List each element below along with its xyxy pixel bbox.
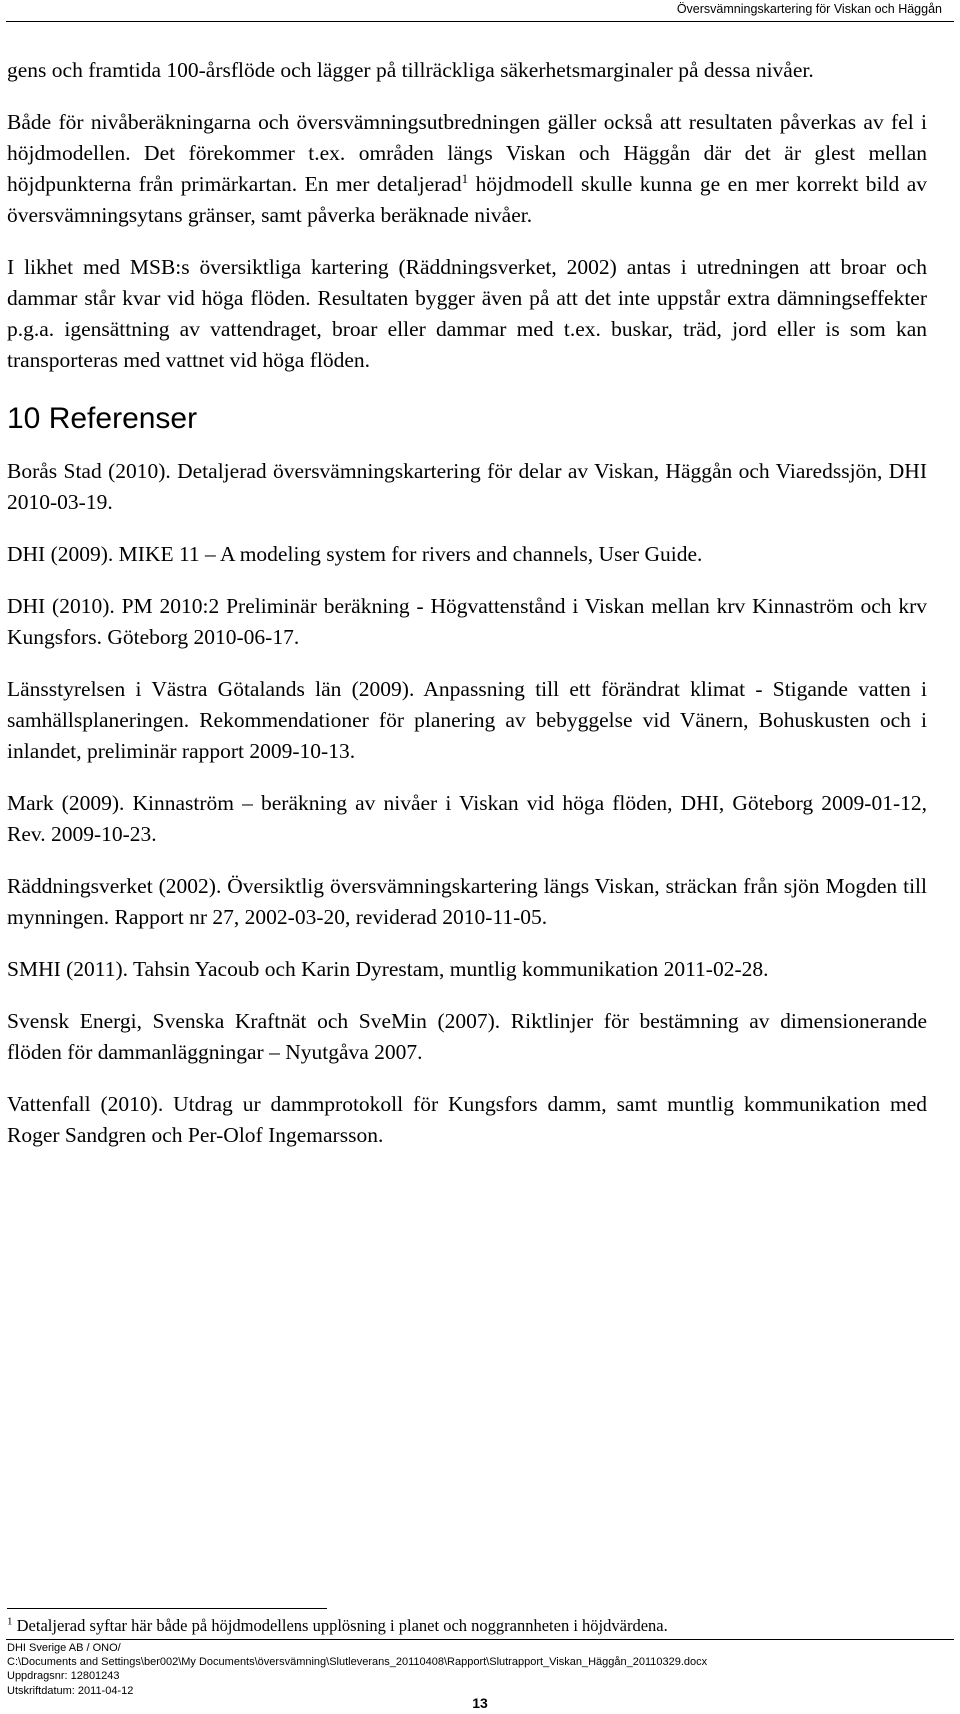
- page-footer: [7, 1641, 707, 1698]
- footer-order-number: Uppdragsnr: 12801243: [7, 1670, 120, 1683]
- paragraph-height-model-part1: Både för nivåberäkningarna och översvämningsutbredningen gäller också att resultaten påverkas av fel i höjdmodellen. Det förekommer t.ex. områden längs Viskan och Häggån där det är glest mellan höjdpunkterna från primärkartan. En mer detaljerad: [7, 110, 927, 196]
- footer-file-path: C:\Documents and Settings\ber002\My Documents\översvämning\Slutleverans_20110408\Rapport\Slutrapport_Viskan_Häggån_20110329.docx: [7, 1656, 708, 1669]
- footnote-reference[interactable]: 1: [461, 170, 469, 186]
- footnote-text: Detaljerad syftar här både på höjdmodellens upplösning i planet och noggrannheten i höjdvärdena.: [12, 1616, 668, 1635]
- paragraph-continued: gens och framtida 100-årsflöde och lägger på tillräckliga säkerhetsmarginaler på dessa nivåer.: [7, 58, 814, 82]
- footer-rule: [6, 1639, 954, 1640]
- reference-item: DHI (2010). PM 2010:2 Preliminär beräkning - Högvattenstånd i Viskan mellan krv Kinnaström och krv Kungsfors. Göteborg 2010-06-17.: [7, 594, 927, 649]
- reference-item: Vattenfall (2010). Utdrag ur dammprotokoll för Kungsfors damm, samt muntlig kommunikation med Roger Sandgren och Per-Olof Ingemarsson.: [7, 1092, 927, 1147]
- reference-item: Länsstyrelsen i Västra Götalands län (2009). Anpassning till ett förändrat klimat - Stigande vatten i samhällsplaneringen. Rekommendationer för planering av bebyggelse vid Vänern, Bohuskusten och i inlandet, preliminär rapport 2009-10-13.: [7, 677, 927, 763]
- references-heading: 10 Referenser: [7, 402, 198, 435]
- paragraph-height-model-part2: höjdmodell skulle kunna ge en mer korrekt bild av översvämningsytans gränser, samt påverka beräknade nivåer.: [7, 172, 927, 227]
- paragraph-height-model: [7, 107, 927, 231]
- footnote: [7, 1616, 927, 1636]
- paragraph-bridges-dams: I likhet med MSB:s översiktliga kartering (Räddningsverket, 2002) antas i utredningen att broar och dammar står kvar vid höga flöden. Resultaten bygger även på att det inte uppstår extra dämningseffekter p.g.a. igensättning av vattendraget, broar eller dammar med t.ex. buskar, träd, jord eller is som kan transporteras med vattnet vid höga flöden.: [7, 255, 927, 372]
- page-content: [7, 55, 927, 1172]
- reference-item: SMHI (2011). Tahsin Yacoub och Karin Dyrestam, muntlig kommunikation 2011-02-28.: [7, 957, 769, 981]
- reference-item: Svensk Energi, Svenska Kraftnät och SveMin (2007). Riktlinjer för bestämning av dimensionerande flöden för dammanläggningar – Nyutgåva 2007.: [7, 1009, 927, 1064]
- footnote-separator: [7, 1608, 327, 1609]
- page-number: 13: [472, 1695, 488, 1711]
- footnote-marker: 1: [7, 1615, 13, 1628]
- header-rule: [6, 21, 954, 22]
- footer-organization: DHI Sverige AB / ONO/: [7, 1642, 121, 1654]
- running-header: Översvämningskartering för Viskan och Häggån: [676, 2, 942, 16]
- reference-item: Mark (2009). Kinnaström – beräkning av nivåer i Viskan vid höga flöden, DHI, Göteborg 2009-01-12, Rev. 2009-10-23.: [7, 791, 927, 846]
- reference-item: Borås Stad (2010). Detaljerad översvämningskartering för delar av Viskan, Häggån och Viaredssjön, DHI 2010-03-19.: [7, 459, 927, 514]
- reference-item: DHI (2009). MIKE 11 – A modeling system for rivers and channels, User Guide.: [7, 542, 703, 566]
- reference-item: Räddningsverket (2002). Översiktlig översvämningskartering längs Viskan, sträckan från sjön Mogden till mynningen. Rapport nr 27, 2002-03-20, reviderad 2010-11-05.: [7, 874, 927, 929]
- footer-print-date: Utskriftdatum: 2011-04-12: [7, 1684, 134, 1697]
